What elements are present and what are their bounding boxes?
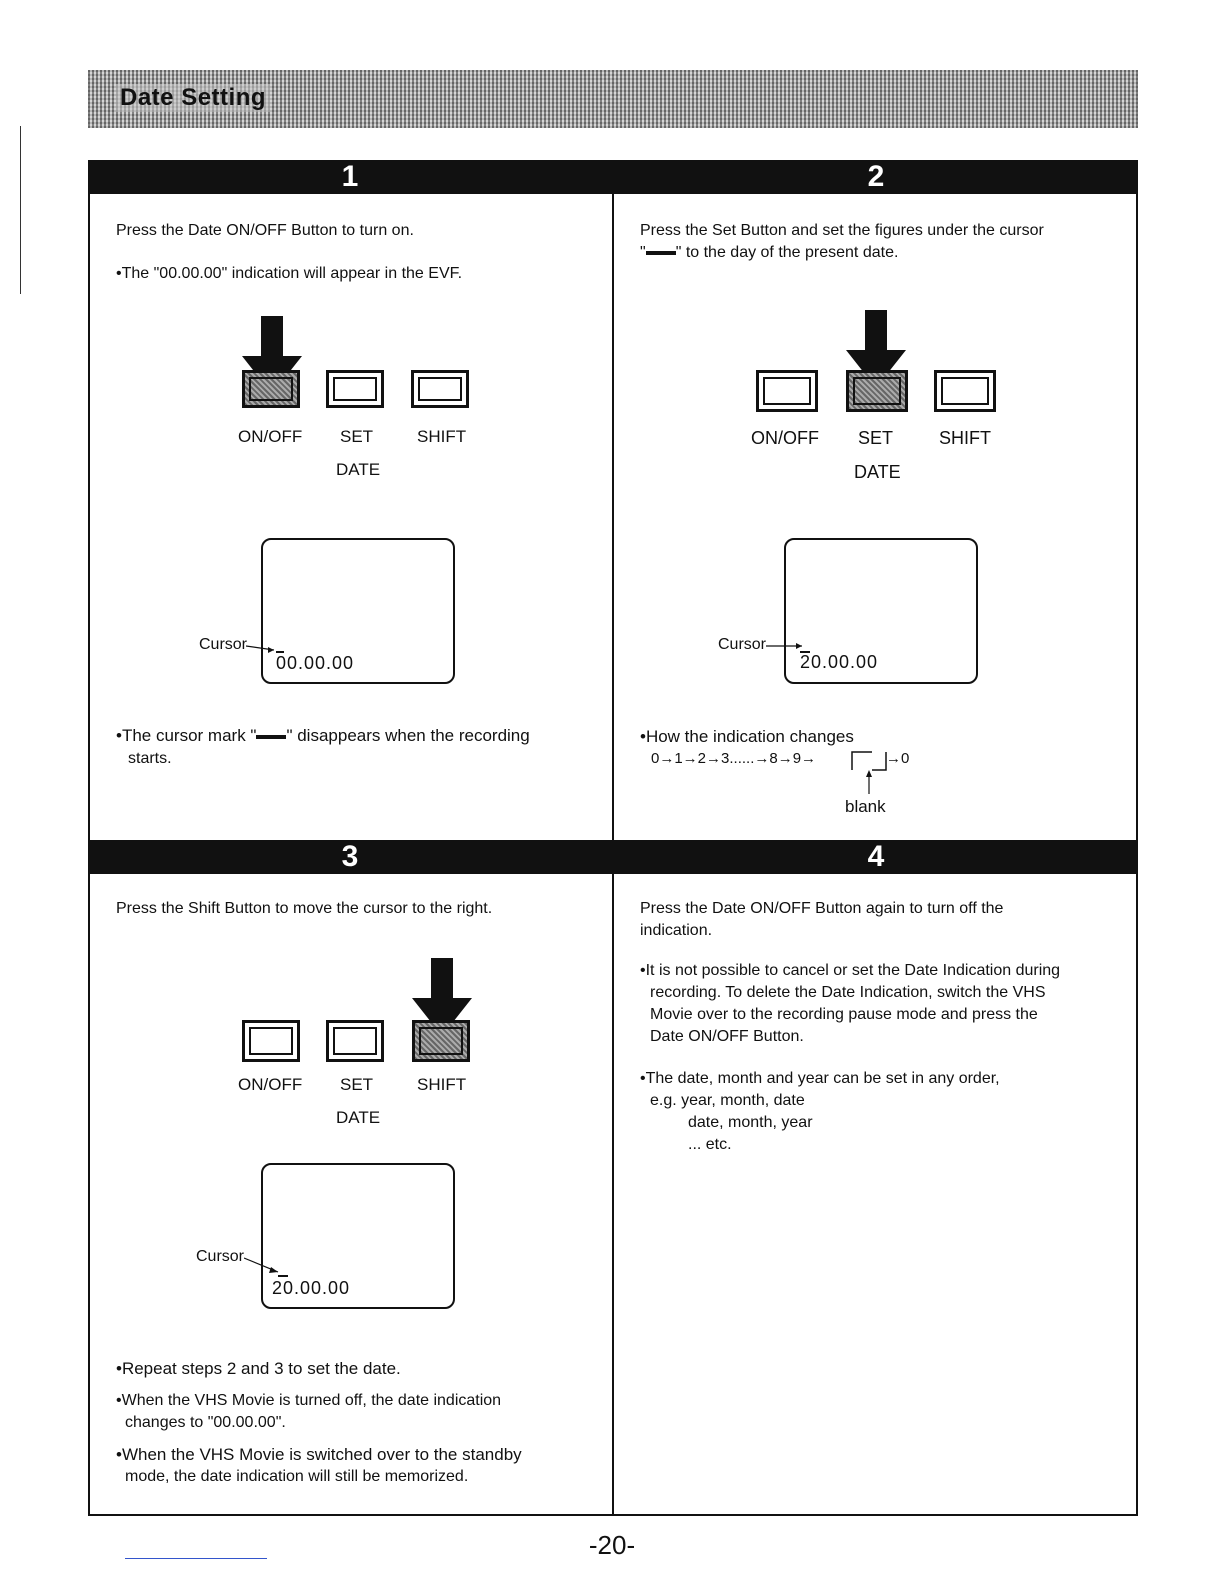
set-button[interactable]: [326, 1020, 384, 1062]
margin-rule: [20, 126, 21, 294]
on-off-label: ON/OFF: [751, 428, 819, 448]
column-divider: [612, 160, 614, 1516]
date-group-label: DATE: [336, 460, 381, 479]
set-label: SET: [340, 427, 374, 446]
date-display: 00.00.00: [276, 653, 355, 673]
step-4-note-1-line-2: recording. To delete the Date Indication, switch the VHS: [650, 984, 1046, 1001]
step-2-instruction: Press the Set Button and set the figures under the cursor: [640, 222, 1044, 239]
step-4-instruction-cont: indication.: [640, 922, 713, 939]
date-group-label: DATE: [336, 1108, 381, 1127]
set-label: SET: [858, 428, 894, 448]
step-4-note-1-line-4: Date ON/OFF Button.: [650, 1028, 804, 1045]
step-3-instruction: Press the Shift Button to move the cursor to the right.: [116, 900, 493, 917]
shift-label: SHIFT: [939, 428, 991, 448]
page-number: -20-: [588, 1530, 636, 1560]
step-4-note-1: •It is not possible to cancel or set the Date Indication during: [640, 962, 1061, 979]
step-4-example-3: ... etc.: [688, 1136, 732, 1153]
cursor-label: Cursor: [196, 1248, 245, 1265]
step-2-instruction-cont: " " to the day of the present date.: [640, 244, 899, 261]
step-3-note-2-cont: changes to "00.00.00".: [125, 1414, 286, 1431]
shift-button[interactable]: [412, 1020, 470, 1062]
section-header-band: [88, 70, 1138, 128]
on-off-label: ON/OFF: [238, 427, 303, 446]
step-3-note-3: •When the VHS Movie is switched over to the standby: [116, 1445, 522, 1464]
on-off-button[interactable]: [242, 370, 300, 408]
bottom-rule: [125, 1558, 267, 1559]
shift-label: SHIFT: [417, 427, 467, 446]
date-display: 20.00.00: [800, 652, 879, 672]
digit-sequence: 0→1→2→3......→8→9→: [651, 750, 817, 767]
step-3-note-1: •Repeat steps 2 and 3 to set the date.: [116, 1359, 401, 1378]
step-1-note: •The "00.00.00" indication will appear in the EVF.: [116, 265, 463, 282]
step-3-header: 3: [88, 840, 612, 874]
step-1-header: 1: [88, 160, 612, 194]
cursor-mark-icon: [256, 735, 286, 739]
on-off-label: ON/OFF: [238, 1075, 303, 1094]
blank-label: blank: [845, 797, 886, 816]
shift-label: SHIFT: [417, 1075, 467, 1094]
on-off-button[interactable]: [756, 370, 818, 412]
step-4-header: 4: [614, 840, 1138, 874]
step-1-cursor-note-cont: starts.: [128, 750, 172, 767]
step-2-change-title: •How the indication changes: [640, 727, 854, 746]
step-3-note-3-cont: mode, the date indication will still be memorized.: [125, 1468, 469, 1485]
set-button[interactable]: [326, 370, 384, 408]
step-4-example-1: e.g. year, month, date: [650, 1092, 805, 1109]
cursor-mark-icon: [646, 251, 676, 255]
set-label: SET: [340, 1075, 374, 1094]
date-group-label: DATE: [854, 462, 901, 482]
step-2-header: 2: [614, 160, 1138, 194]
cursor-label: Cursor: [199, 636, 248, 653]
step-1-instruction: Press the Date ON/OFF Button to turn on.: [116, 222, 414, 239]
step-4-note-1-line-3: Movie over to the recording pause mode and press the: [650, 1006, 1038, 1023]
shift-button[interactable]: [411, 370, 469, 408]
step-4-example-2: date, month, year: [688, 1114, 813, 1131]
shift-button[interactable]: [934, 370, 996, 412]
set-button[interactable]: [846, 370, 908, 412]
digit-sequence-end: →0: [886, 750, 910, 767]
date-display: 20.00.00: [272, 1278, 351, 1298]
step-4-note-2: •The date, month and year can be set in any order,: [640, 1070, 1000, 1087]
section-title: Date Setting: [116, 84, 270, 112]
cursor-label: Cursor: [718, 636, 767, 653]
step-1-cursor-note: •The cursor mark " " disappears when the recording: [116, 726, 530, 745]
step-4-instruction: Press the Date ON/OFF Button again to turn off the: [640, 900, 1004, 917]
step-3-note-2: •When the VHS Movie is turned off, the date indication: [116, 1392, 502, 1409]
on-off-button[interactable]: [242, 1020, 300, 1062]
cursor-pointer-icon: [244, 1256, 294, 1280]
